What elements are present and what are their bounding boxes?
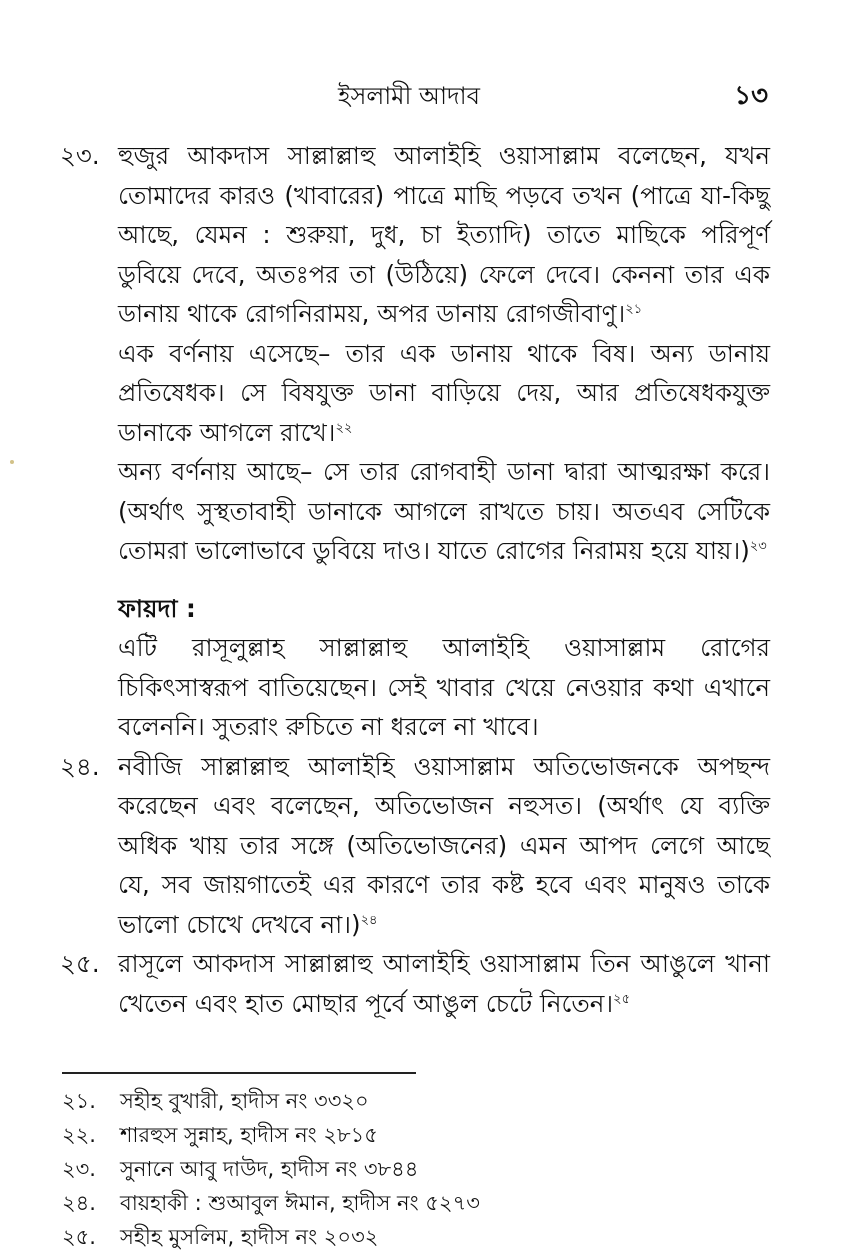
entry-paragraph	[118, 944, 770, 1023]
running-title: ইসলামী আদাব	[338, 82, 480, 110]
fayda-text: এটি রাসূলুল্লাহ সাল্লাল্লাহু আলাইহি ওয়াসাল্লাম রোগের চিকিৎসাস্বরূপ বাতিয়েছেন। সেই খাবার খেয়ে নেওয়ার কথা এখানে বলেননি। সুতরাং রুচিতে না ধরলে না খাবে।	[118, 633, 770, 741]
footnote-number: ২৫.	[62, 1225, 96, 1249]
paragraph-text: রাসূলে আকদাস সাল্লাল্লাহু আলাইহি ওয়াসাল্লাম তিন আঙুলে খানা খেতেন এবং হাত মোছার পূর্বে আঙুল চেটে নিতেন।	[118, 949, 770, 1018]
footnote-number: ২৪.	[62, 1191, 96, 1215]
footnote-ref[interactable]: ২৫	[613, 991, 631, 1007]
footnote	[62, 1152, 782, 1186]
entry-paragraph	[118, 136, 770, 334]
footnotes	[62, 1084, 782, 1254]
footnote-ref[interactable]: ২২	[335, 420, 353, 436]
entry-number: ২৩.	[60, 141, 100, 170]
footnote-ref[interactable]: ২৩	[749, 538, 767, 554]
entry-number: ২৫.	[60, 949, 100, 978]
footnote-number: ২২.	[62, 1123, 96, 1147]
footnote-number: ২৩.	[62, 1157, 96, 1181]
paragraph-text: নবীজি সাল্লাল্লাহু আলাইহি ওয়াসাল্লাম অতিভোজনকে অপছন্দ করেছেন এবং বলেছেন, অতিভোজন নহুসত। (অর্থাৎ যে ব্যক্তি অধিক খায় তার সঙ্গে (অতিভোজনের) এমন আপদ লেগে আছে যে, সব জায়গাতেই এর কারণে তার কষ্ট হবে এবং মানুষও তাকে ভালো চোখে দেখবে না।)	[118, 751, 770, 939]
footnote-divider	[62, 1072, 416, 1074]
footnote	[62, 1084, 782, 1118]
footnote	[62, 1186, 782, 1220]
paragraph-text: এক বর্ণনায় এসেছে– তার এক ডানায় থাকে বিষ। অন্য ডানায় প্রতিষেধক। সে বিষযুক্ত ডানা বাড়িয়ে দেয়, আর প্রতিষেধকযুক্ত ডানাকে আগলে রাখে।	[118, 338, 770, 447]
main-text	[60, 136, 770, 1023]
footnote-text: শারহুস সুন্নাহ, হাদীস নং ২৮১৫	[120, 1123, 378, 1147]
fayda-heading: ফায়দা :	[118, 593, 196, 623]
entry-paragraph	[118, 452, 770, 571]
paragraph-text: হুজুর আকদাস সাল্লাল্লাহু আলাইহি ওয়াসাল্লাম বলেছেন, যখন তোমাদের কারও (খাবারের) পাত্রে মাছি পড়বে তখন (পাত্রে যা-কিছু আছে, যেমন : শুরুয়া, দুধ, চা ইত্যাদি) তাতে মাছিকে পরিপূর্ণ ডুবিয়ে দেবে, অতঃপর তা (উঠিয়ে) ফেলে দেবে। কেননা তার এক ডানায় থাকে রোগনিরাময়, অপর ডানায় রোগজীবাণু।	[118, 141, 770, 328]
footnote	[62, 1118, 782, 1152]
footnote-ref[interactable]: ২৪	[360, 912, 378, 928]
entry-paragraph	[118, 747, 770, 945]
footnote	[62, 1220, 782, 1254]
footnote-number: ২১.	[62, 1089, 96, 1113]
footnote-ref[interactable]: ২১	[625, 301, 643, 317]
footnote-text: সহীহ মুসলিম, হাদীস নং ২০৩২	[120, 1225, 379, 1249]
page-number: ১৩	[734, 81, 768, 111]
entry-paragraph	[118, 334, 770, 453]
paragraph-text: অন্য বর্ণনায় আছে– সে তার রোগবাহী ডানা দ্বারা আত্মরক্ষা করে। (অর্থাৎ সুস্থতাবাহী ডানাকে আগলে রাখতে চায়। অতএব সেটিকে তোমরা ভালোভাবে ডুবিয়ে দাও। যাতে রোগের নিরাময় হয়ে যায়।)	[118, 457, 770, 565]
entry-25	[60, 944, 770, 1023]
running-header	[0, 76, 868, 116]
footnote-text: বায়হাকী : শুআবুল ঈমান, হাদীস নং ৫২৭৩	[120, 1191, 480, 1215]
paper-speck	[10, 460, 14, 464]
footnote-text: সুনানে আবু দাউদ, হাদীস নং ৩৮৪৪	[120, 1157, 419, 1181]
entry-24	[60, 747, 770, 945]
entry-number: ২৪.	[60, 751, 100, 781]
entry-23	[60, 136, 770, 571]
footnote-text: সহীহ বুখারী, হাদীস নং ৩৩২০	[120, 1089, 369, 1113]
